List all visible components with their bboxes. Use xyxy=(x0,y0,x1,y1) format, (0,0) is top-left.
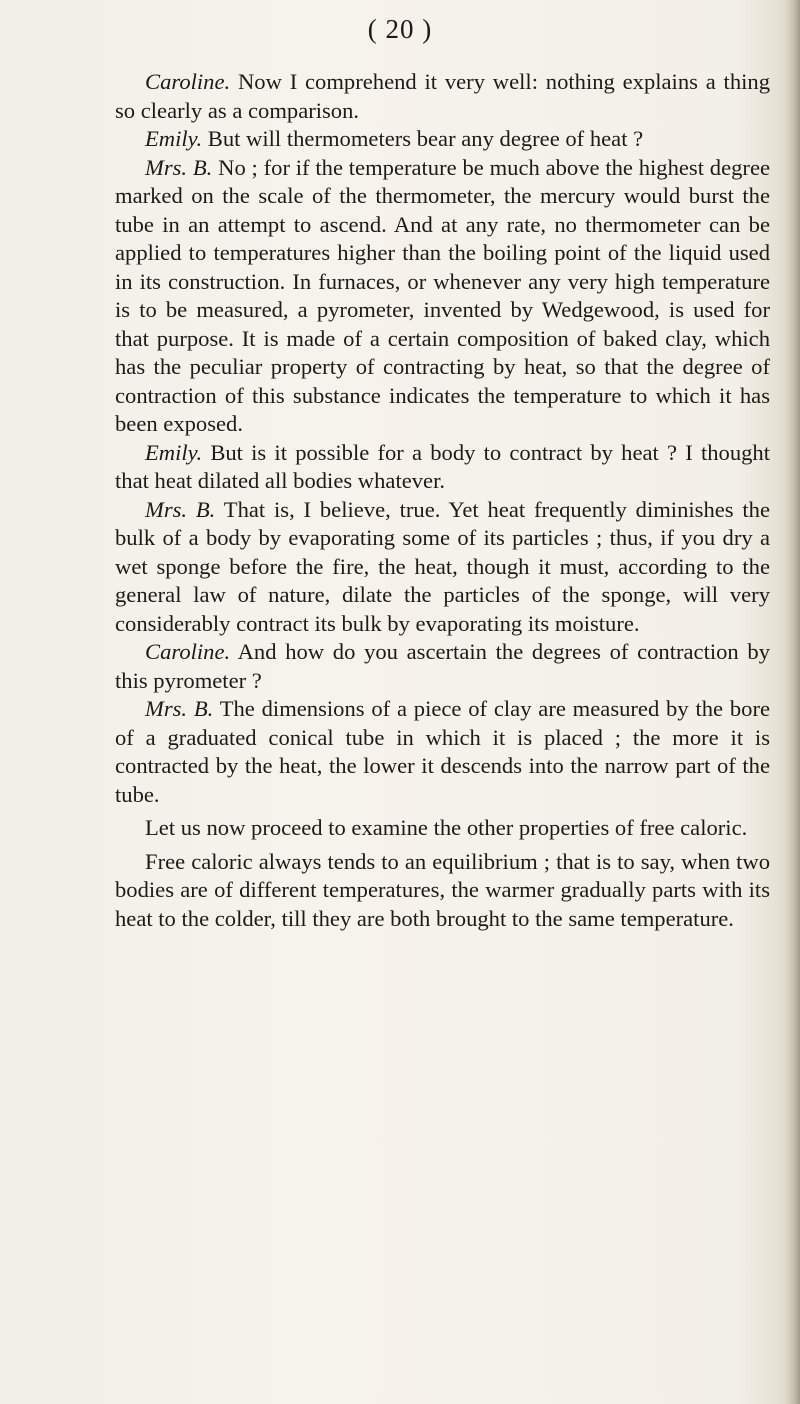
speaker-name: Mrs. B. xyxy=(145,496,216,522)
speaker-name: Emily. xyxy=(145,439,203,465)
speaker-name: Emily. xyxy=(145,126,203,151)
paragraph-mrsb-pyrometer xyxy=(115,154,770,439)
paragraph-mrsb-clay xyxy=(115,695,770,809)
body-text xyxy=(115,68,770,933)
paragraph-text: That is, I believe, true. Yet heat frequently diminishes the bulk of a body by evaporating some of its particles ; thus, if you dry a wet sponge before the fire, the heat, though it must, according to the general law of nature, dilate the particles of the sponge, will very considerably contract its bulk by evaporating its moisture. xyxy=(115,496,770,636)
paragraph-text: The dimensions of a piece of clay are measured by the bore of a graduated conical tube in which it is placed ; the more it is contracted by the heat, the lower it descends into the narrow part of the tube. xyxy=(115,696,770,807)
paragraph-text: But will thermometers bear any degree of heat ? xyxy=(207,126,644,151)
paragraph-caroline-degrees xyxy=(115,638,770,695)
page-number: ( 20 ) xyxy=(367,14,433,44)
paragraph-text: But is it possible for a body to contract by heat ? I thought that heat dilated all bodies whatever. xyxy=(115,439,770,493)
paragraph-emily-contract xyxy=(115,439,770,496)
paragraph-emily-thermometers xyxy=(115,125,770,154)
speaker-name: Caroline. xyxy=(145,69,231,94)
speaker-name: Mrs. B. xyxy=(145,696,214,721)
paragraph-text: Free caloric always tends to an equilibrium ; that is to say, when two bodies are of different temperatures, the warmer gradually parts with its heat to the colder, till they are both brought to the same temperature. xyxy=(115,848,770,931)
paragraph-text: No ; for if the temperature be much above the highest degree marked on the scale of the thermometer, the mercury would burst the tube in an attempt to ascend. And at any rate, no thermometer can be applied to temperatures higher than the boiling point of the liquid used in its construction. In furnaces, or whenever any very high temperature is to be measured, a pyrometer, invented by Wedgewood, is used for that purpose. It is made of a certain composition of baked clay, which has the peculiar property of contracting by heat, so that the degree of contraction of this substance indicates the temperature to which it has been exposed. xyxy=(115,154,770,436)
paragraph-caroline-comparison xyxy=(115,68,770,125)
speaker-name: Mrs. B. xyxy=(145,154,213,180)
paragraph-text: Let us now proceed to examine the other properties of free caloric. xyxy=(145,815,748,840)
page-edge-shadow xyxy=(786,0,800,1404)
paragraph-equilibrium xyxy=(115,848,770,934)
paragraph-text: And how do you ascertain the degrees of contraction by this pyrometer ? xyxy=(115,639,771,693)
paragraph-proceed xyxy=(115,814,770,843)
paragraph-text: Now I comprehend it very well: nothing explains a thing so clearly as a comparison. xyxy=(115,69,771,123)
paragraph-mrsb-sponge xyxy=(115,496,770,639)
speaker-name: Caroline. xyxy=(145,639,231,664)
